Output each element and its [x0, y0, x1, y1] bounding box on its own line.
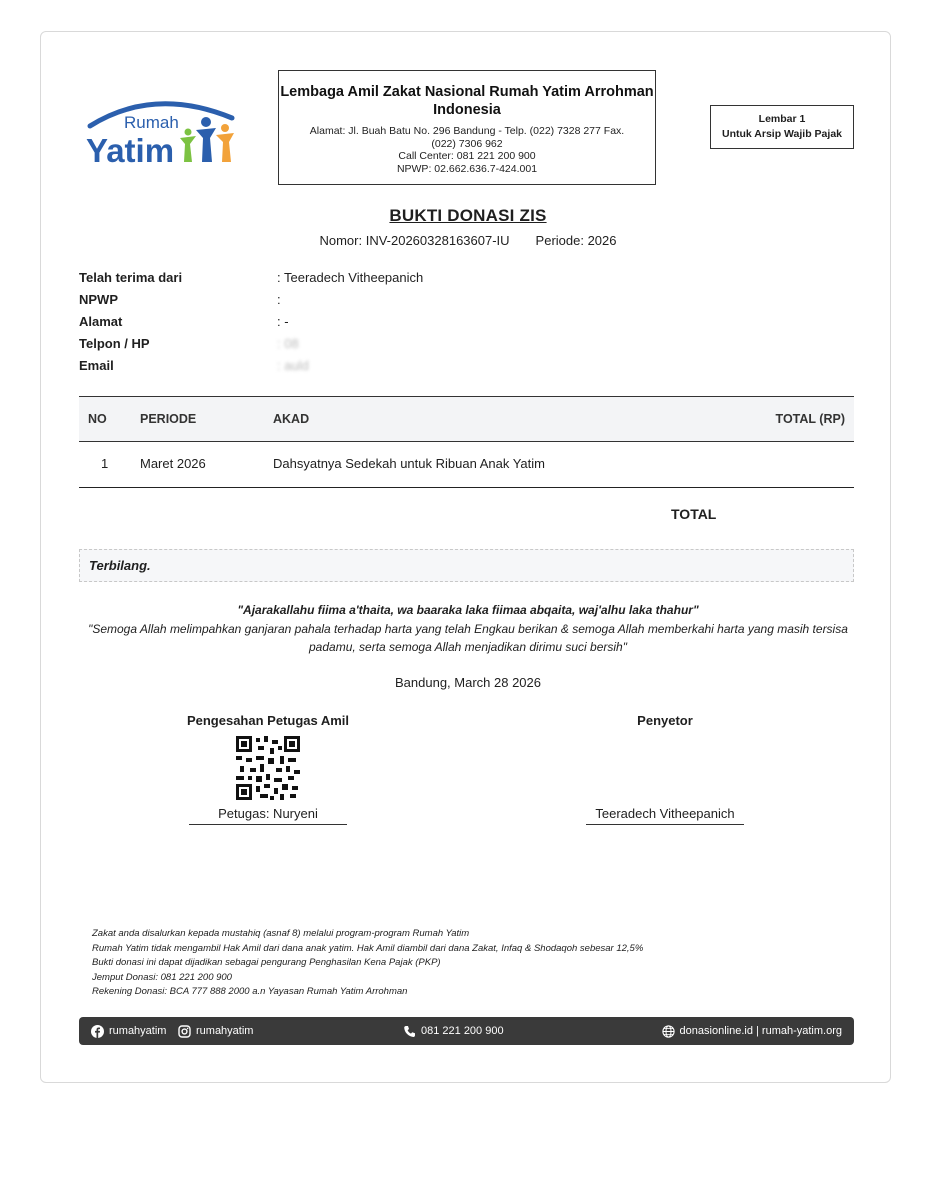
header-no: NO — [88, 412, 107, 426]
note-line: Rekening Donasi: BCA 777 888 2000 a.n Yayasan Rumah Yatim Arrohman — [92, 986, 408, 997]
phone-icon — [403, 1025, 416, 1038]
row-periode: Maret 2026 — [140, 456, 206, 471]
row-no: 1 — [101, 456, 109, 471]
city-date: Bandung, March 28 2026 — [395, 675, 541, 690]
facebook-icon — [91, 1025, 104, 1038]
amount-in-words-label: Terbilang. — [89, 558, 151, 573]
donor-npwp-value: : — [277, 292, 281, 307]
document-number: Nomor: INV-20260328163607-IU — [319, 233, 510, 248]
document-period: Periode: 2026 — [535, 233, 617, 248]
footer-facebook[interactable] — [91, 1017, 166, 1045]
rumah-yatim-logo — [84, 92, 236, 172]
footer-instagram-text: rumahyatim — [196, 1025, 254, 1037]
copy-label-line2: Untuk Arsip Wajib Pajak — [722, 128, 842, 140]
organization-npwp: NPWP: 02.662.636.7-424.001 — [396, 162, 538, 175]
header-total: TOTAL (RP) — [775, 412, 845, 426]
organization-box — [278, 70, 656, 185]
document-meta — [0, 233, 936, 248]
copy-label-line1: Lembar 1 — [758, 113, 806, 125]
notes — [92, 927, 643, 1000]
copy-label-box — [710, 105, 854, 149]
row-akad: Dahsyatnya Sedekah untuk Ribuan Anak Yatim — [273, 456, 545, 471]
prayer-arabic: "Ajarakallahu fiima a'thaita, wa baaraka laka fiimaa abqaita, waj'alhu laka thahur" — [237, 603, 699, 617]
table-header — [79, 396, 854, 442]
footer-phone[interactable] — [403, 1017, 504, 1045]
instagram-icon — [178, 1025, 191, 1038]
organization-name: Lembaga Amil Zakat Nasional Rumah Yatim Arrohman Indonesia — [280, 84, 654, 118]
officer-signature-title: Pengesahan Petugas Amil — [186, 713, 350, 728]
svg-text:Yatim: Yatim — [86, 132, 175, 169]
organization-address: Alamat: Jl. Buah Batu No. 296 Bandung - Telp. (022) 7328 277 Fax. (022) 7306 962 — [309, 125, 625, 150]
donor-npwp-label: NPWP — [79, 292, 118, 307]
footer-phone-text: 081 221 200 900 — [421, 1025, 504, 1037]
footer-facebook-text: rumahyatim — [109, 1025, 167, 1037]
donor-address-value: : - — [277, 314, 289, 329]
donor-email-label: Email — [79, 358, 114, 373]
donor-name-label: Telah terima dari — [79, 270, 183, 285]
footer-website[interactable] — [662, 1017, 842, 1045]
header-akad: AKAD — [273, 412, 310, 426]
donor-email-value: : auld — [277, 358, 309, 373]
officer-name: Petugas: Nuryeni — [189, 806, 347, 825]
organization-call-center: Call Center: 081 221 200 900 — [398, 150, 536, 162]
svg-text:Rumah: Rumah — [124, 113, 179, 132]
document-title: BUKTI DONASI ZIS — [389, 206, 547, 225]
donor-address-label: Alamat — [79, 314, 123, 329]
note-line: Rumah Yatim tidak mengambil Hak Amil dari dana anak yatim. Hak Amil diambil dari dana Zakat, Infaq & Shodaqoh sebesar 12,5% — [92, 942, 644, 954]
donor-phone-label: Telpon / HP — [79, 336, 150, 351]
total-label: TOTAL — [671, 506, 717, 522]
depositor-name: Teeradech Vitheepanich — [586, 806, 744, 825]
footer-instagram[interactable] — [178, 1017, 253, 1045]
donor-phone-value: : 08 — [277, 336, 299, 351]
footer-website-text: donasionline.id | rumah-yatim.org — [679, 1025, 842, 1037]
note-line: Jemput Donasi: 081 221 200 900 — [92, 971, 232, 983]
donation-table — [79, 396, 854, 488]
table-row — [79, 442, 854, 488]
note-line: Zakat anda disalurkan kepada mustahiq (asnaf 8) melalui program-program Rumah Yatim — [92, 928, 470, 939]
globe-icon — [662, 1025, 675, 1038]
amount-in-words-box — [79, 549, 854, 582]
prayer-translation: "Semoga Allah melimpahkan ganjaran pahala terhadap harta yang telah Engkau berikan & semoga Allah memberkahi harta yang masih tersisa padamu, serta semoga Allah menjadikan dirimu suci bersih" — [88, 622, 848, 654]
depositor-signature-title: Penyetor — [637, 713, 693, 728]
footer-bar — [79, 1017, 854, 1045]
header-periode: PERIODE — [140, 412, 197, 426]
qr-code-icon — [236, 736, 300, 800]
note-line: Bukti donasi ini dapat dijadikan sebagai pengurang Penghasilan Kena Pajak (PKP) — [92, 957, 441, 968]
donor-name-value: : Teeradech Vitheepanich — [277, 270, 424, 285]
